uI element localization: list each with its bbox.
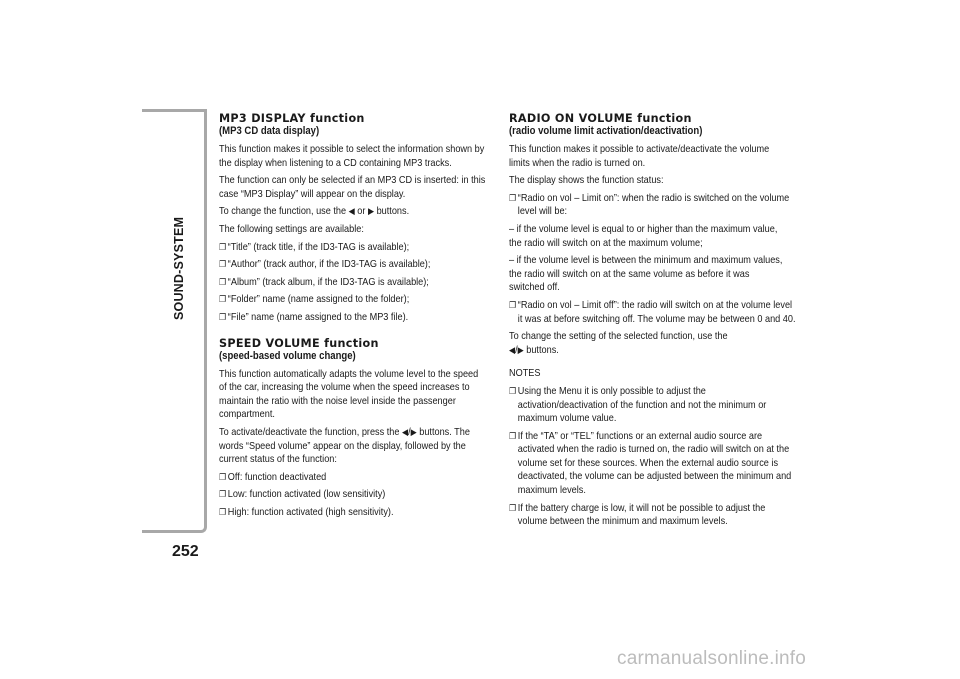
checkbox-bullet-icon: ❐ bbox=[509, 192, 517, 203]
radio-paragraph: This function makes it possible to activate/deactivate the volume limits when the radio is turned on. bbox=[509, 144, 770, 169]
left-arrow-icon: ◀ bbox=[348, 206, 355, 217]
left-arrow-icon: ◀ bbox=[401, 426, 409, 437]
speed-activate-instruction: To activate/deactivate the function, press the ◀/▶ buttons. The words “Speed volume” appear on the display, followed by the current status of the function: bbox=[219, 426, 470, 466]
list-item: ❐ “File” name (name assigned to the MP3 file). bbox=[219, 311, 409, 323]
right-arrow-icon: ▶ bbox=[410, 426, 417, 437]
list-item: ❐ “Folder” name (name assigned to the folder); bbox=[219, 294, 410, 306]
checkbox-bullet-icon: ❐ bbox=[509, 299, 517, 310]
radio-on-volume-subtitle: (radio volume limit activation/deactivation) bbox=[509, 125, 703, 137]
list-item: ❐ Off: function deactivated bbox=[219, 471, 327, 483]
list-item: ❐ “Album” (track album, if the ID3-TAG is available); bbox=[219, 276, 429, 288]
radio-on-volume-title: RADIO ON VOLUME function bbox=[509, 112, 692, 125]
radio-change-instruction: To change the setting of the selected function, use the ◀/▶ buttons. bbox=[509, 331, 728, 356]
radio-dash-item: – if the volume level is equal to or higher than the maximum value, the radio will switch on at the maximum volume; bbox=[509, 223, 778, 249]
checkbox-bullet-icon: ❐ bbox=[219, 276, 227, 287]
checkbox-bullet-icon: ❐ bbox=[219, 311, 227, 322]
speed-paragraph: This function automatically adapts the volume level to the speed of the car, increasing the volume when the speed increases to maintain the ratio with the noise level inside the passenger compartment. bbox=[219, 368, 479, 421]
right-arrow-icon: ▶ bbox=[367, 206, 375, 217]
list-item: ❐ “Title” (track title, if the ID3-TAG is available); bbox=[219, 241, 410, 253]
checkbox-bullet-icon: ❐ bbox=[219, 471, 227, 482]
left-arrow-icon: ◀ bbox=[509, 344, 516, 355]
list-item: ❐ “Radio on vol – Limit on”: when the radio is switched on the volume level will be: bbox=[509, 192, 790, 218]
checkbox-bullet-icon: ❐ bbox=[219, 259, 227, 270]
checkbox-bullet-icon: ❐ bbox=[219, 506, 227, 517]
checkbox-bullet-icon: ❐ bbox=[509, 430, 517, 441]
radio-dash-item: – if the volume level is between the minimum and maximum values, the radio will switch on at the same volume as before it was switched off. bbox=[509, 255, 783, 294]
left-column bbox=[219, 112, 489, 523]
watermark: carmanualsonline.info bbox=[617, 648, 807, 669]
checkbox-bullet-icon: ❐ bbox=[219, 241, 227, 252]
section-label: SOUND-SYSTEM bbox=[172, 216, 186, 320]
list-item: ❐ Using the Menu it is only possible to adjust the activation/deactivation of the function and not the minimum or maximum volume value. bbox=[509, 385, 767, 425]
mp3-display-title: MP3 DISPLAY function bbox=[219, 112, 365, 125]
page-number: 252 bbox=[172, 543, 199, 560]
checkbox-bullet-icon: ❐ bbox=[509, 502, 517, 513]
list-item: ❐ High: function activated (high sensitivity). bbox=[219, 506, 394, 518]
speed-volume-subtitle: (speed-based volume change) bbox=[219, 349, 356, 362]
list-item: ❐ “Author” (track author, if the ID3-TAG is available); bbox=[219, 259, 431, 271]
checkbox-bullet-icon: ❐ bbox=[509, 385, 517, 396]
right-column bbox=[509, 112, 796, 533]
list-item: ❐ “Radio on vol – Limit off”: the radio will switch on at the volume level it was at before switching off. The volume may be between 0 and 40. bbox=[509, 299, 796, 325]
right-arrow-icon: ▶ bbox=[517, 344, 524, 355]
speed-volume-title: SPEED VOLUME function bbox=[219, 336, 379, 350]
radio-paragraph: The display shows the function status: bbox=[509, 175, 664, 187]
side-bracket bbox=[142, 112, 207, 533]
list-item: ❐ Low: function activated (low sensitivity) bbox=[219, 489, 386, 501]
checkbox-bullet-icon: ❐ bbox=[219, 489, 227, 500]
list-item: ❐ If the battery charge is low, it will not be possible to adjust the volume between the minimum and maximum levels. bbox=[509, 502, 766, 528]
checkbox-bullet-icon: ❐ bbox=[219, 294, 227, 305]
mp3-change-instruction: To change the function, use the ◀ or ▶ buttons. bbox=[219, 206, 410, 218]
mp3-display-subtitle: (MP3 CD data display) bbox=[219, 125, 320, 137]
mp3-paragraph: The function can only be selected if an MP3 CD is inserted: in this case “MP3 Display” will appear on the display. bbox=[219, 175, 486, 200]
notes-heading: NOTES bbox=[509, 368, 541, 380]
list-item: ❐ If the “TA” or “TEL” functions or an external audio source are activated when the radio is turned on, the radio will switch on at the volume set for these sources. When the external audio source is deactivated, the volume can be adjusted between the minimum and maximum levels. bbox=[509, 430, 792, 497]
mp3-paragraph: The following settings are available: bbox=[219, 223, 364, 235]
mp3-paragraph: This function makes it possible to select the information shown by the display when listening to a CD containing MP3 tracks. bbox=[219, 144, 485, 169]
